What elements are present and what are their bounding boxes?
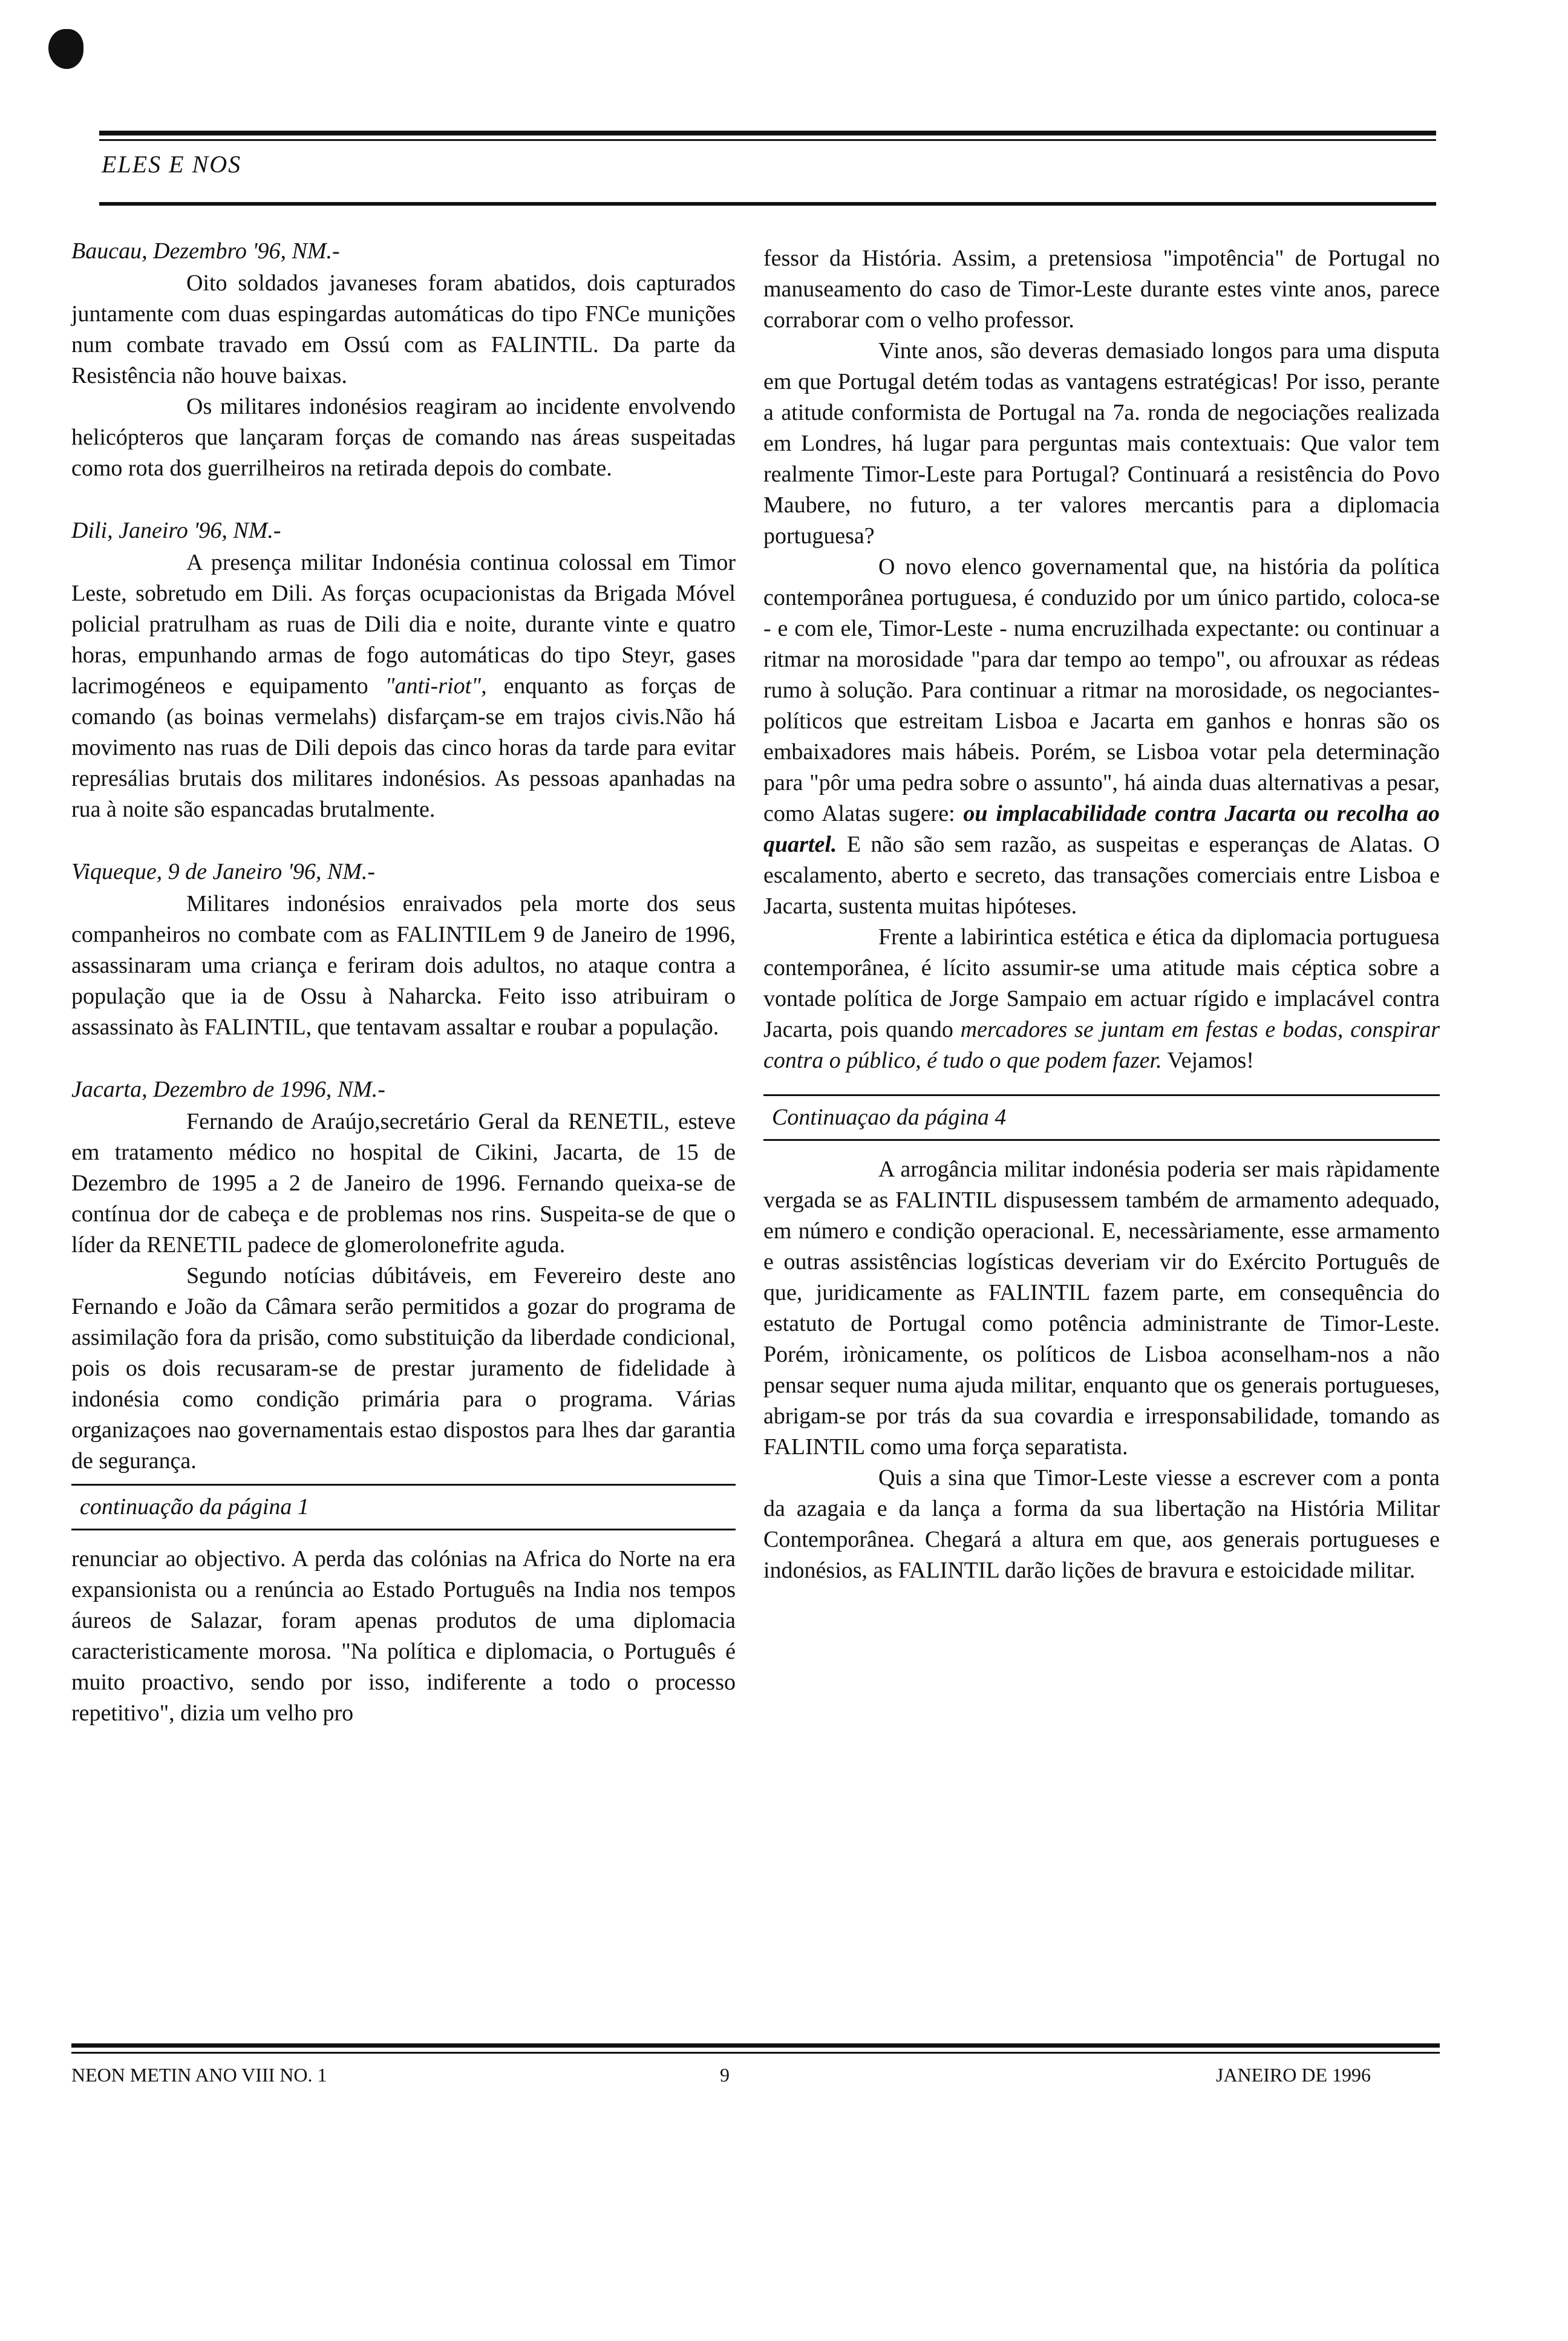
continuation-label: Continuaçao da página 4 (763, 1094, 1440, 1141)
article-paragraph: Frente a labirintica estética e ética da diplomacia portuguesa contemporânea, é lícito assumir-se uma atitude mais céptica sobre a vontade política de Jorge Sampaio em actuar rígido e implacável contra Jacarta, pois quando mercadores se juntam em festas e bodas, conspirar contra o público, é tudo o que podem fazer. Vejamos! (763, 924, 1440, 1073)
article-paragraph: renunciar ao objectivo. A perda das colónias na Africa do Norte na era expansionista ou a renúncia ao Estado Português na India nos tempos áureos de Salazar, foram apenas produtos de uma diplomacia caracteristicamente morosa. "Na política e diplomacia, o Português é muito proactivo, sendo por isso, indiferente a todo o processo repetitivo", dizia um velho pro (71, 1546, 736, 1726)
header-rule-top-thin (99, 139, 1436, 141)
article-paragraph: Os militares indonésios reagiram ao incidente envolvendo helicópteros que lançaram forças de comando nas áreas suspeitadas como rota dos guerrilheiros na retirada depois do combate. (71, 394, 736, 481)
article-paragraph: Fernando de Araújo,secretário Geral da RENETIL, esteve em tratamento médico no hospital de Cikini, Jacarta, de 15 de Dezembro de 1995 a 2 de Janeiro de 1996. Fernando queixa-se de contínua dor de cabeça e de problemas nos rins. Suspeita-se de que o líder da RENETIL padece de glomerolonefrite aguda. (71, 1109, 736, 1258)
ink-blot (48, 29, 83, 69)
continuation-label: continuação da página 1 (71, 1484, 736, 1530)
section-title: ELES E NOS (102, 151, 242, 178)
article-dateline: Dili, Janeiro '96, NM.- (71, 518, 281, 543)
article-dateline: Viqueque, 9 de Janeiro '96, NM.- (71, 859, 375, 884)
footer-publication: NEON METIN ANO VIII NO. 1 (71, 2064, 327, 2086)
right-column (763, 243, 1440, 1586)
article-paragraph: Segundo notícias dúbitáveis, em Fevereiro deste ano Fernando e João da Câmara serão permitidos a gozar do programa de assimilação fora da prisão, como substituição da liberdade condicional, pois os dois recusaram-se de prestar juramento de fidelidade à indonésia como condição primária para o programa. Várias organizaçoes nao governamentais estao dispostos para lhes dar garantia de segurança. (71, 1263, 736, 1474)
article-paragraph: Quis a sina que Timor-Leste viesse a escrever com a ponta da azagaia e da lança a forma da sua libertação na História Militar Contemporânea. Chegará a altura em que, aos generais portugueses e indonésios, as FALINTIL darão lições de bravura e estoicidade militar. (763, 1465, 1440, 1583)
article-paragraph: Vinte anos, são deveras demasiado longos para uma disputa em que Portugal detém todas as vantagens estratégicas! Por isso, perante a atitude conformista de Portugal na 7a. ronda de negociações realizada em Londres, há lugar para perguntas mais contextuais: Que valor tem realmente Timor-Leste para Portugal? Continuará a resistência do Povo Maubere, no futuro, a ter valores mercantis para a diplomacia portuguesa? (763, 338, 1440, 549)
footer-rule (71, 2043, 1440, 2048)
article-paragraph: A presença militar Indonésia continua colossal em Timor Leste, sobretudo em Dili. As forças ocupacionistas da Brigada Móvel policial pratrulham as ruas de Dili dia e noite, durante vinte e quatro horas, empunhando armas de fogo automáticas do tipo Steyr, gases lacrimogéneos e equipamento "anti-riot", enquanto as forças de comando (as boinas vermelahs) disfarçam-se em trajos civis.Não há movimento nas ruas de Dili depois das cinco horas da tarde para evitar represálias brutais dos militares indonésios. As pessoas apanhadas na rua à noite são espancadas brutalmente. (71, 550, 736, 822)
article-dateline: Baucau, Dezembro '96, NM.- (71, 238, 340, 264)
article-paragraph: A arrogância militar indonésia poderia ser mais ràpidamente vergada se as FALINTIL dispusessem também de armamento adequado, em número e condição operacional. E, necessàriamente, esse armamento e outras assistências logísticas deveriam vir do Exército Português de que, juridicamente as FALINTIL fazem parte, em consequência do estatuto de Portugal como potência administrante de Timor-Leste. Porém, irònicamente, os políticos de Lisboa aconselham-nos a não pensar sequer numa ajuda militar, enquanto que os generais portugueses, abrigam-se por trás da sua covardia e irresponsabilidade, tomando as FALINTIL como uma força separatista. (763, 1157, 1440, 1460)
article-dateline: Jacarta, Dezembro de 1996, NM.- (71, 1077, 385, 1102)
header-rule-top (99, 131, 1436, 135)
emphasis-text: ou implacabilidade contra Jacarta ou recolha ao quartel. (763, 801, 1440, 857)
article-paragraph: Militares indonésios enraivados pela morte dos seus companheiros no combate com as FALINTILem 9 de Janeiro de 1996, assassinaram uma criança e feriram dois adultos, no ataque contra a população que ia de Ossu à Naharcka. Feito isso atribuiram o assassinato às FALINTIL, que tentavam assaltar e roubar a população. (71, 891, 736, 1040)
article-paragraph: Oito soldados javaneses foram abatidos, dois capturados juntamente com duas espingardas automáticas do tipo FNCe munições num combate travado em Ossú com as FALINTIL. Da parte da Resistência não houve baixas. (71, 270, 736, 388)
footer-page-number: 9 (720, 2064, 730, 2086)
article-paragraph: fessor da História. Assim, a pretensiosa "impotência" de Portugal no manuseamento do caso de Timor-Leste durante estes vinte anos, parece corraborar com o velho professor. (763, 246, 1440, 333)
article-paragraph: O novo elenco governamental que, na história da política contemporânea portuguesa, é conduzido por um único partido, coloca-se - e com ele, Timor-Leste - numa encruzilhada expectante: ou continuar a ritmar na morosidade "para dar tempo ao tempo", ou afrouxar as rédeas rumo à solução. Para continuar a ritmar na morosidade, os negociantes-políticos que estreitam Lisboa e Jacarta em ganhos e honras são os embaixadores mais hábeis. Porém, se Lisboa votar pela determinação para "pôr uma pedra sobre o assunto", há ainda duas alternativas a pesar, como Alatas sugere: ou implacabilidade contra Jacarta ou recolha ao quartel. E não são sem razão, as suspeitas e esperanças de Alatas. O escalamento, aberto e secreto, das transações comerciais entre Lisboa e Jacarta, sustenta muitas hipóteses. (763, 554, 1440, 919)
emphasis-text: mercadores se juntam em festas e bodas, conspirar contra o público, é tudo o que podem fazer. (763, 1017, 1440, 1073)
header-rule-bottom (99, 202, 1436, 206)
footer-rule-thin (71, 2052, 1440, 2054)
emphasis-text: "anti-riot", (385, 673, 487, 699)
footer-date: JANEIRO DE 1996 (1216, 2064, 1371, 2086)
left-column (71, 236, 736, 1729)
